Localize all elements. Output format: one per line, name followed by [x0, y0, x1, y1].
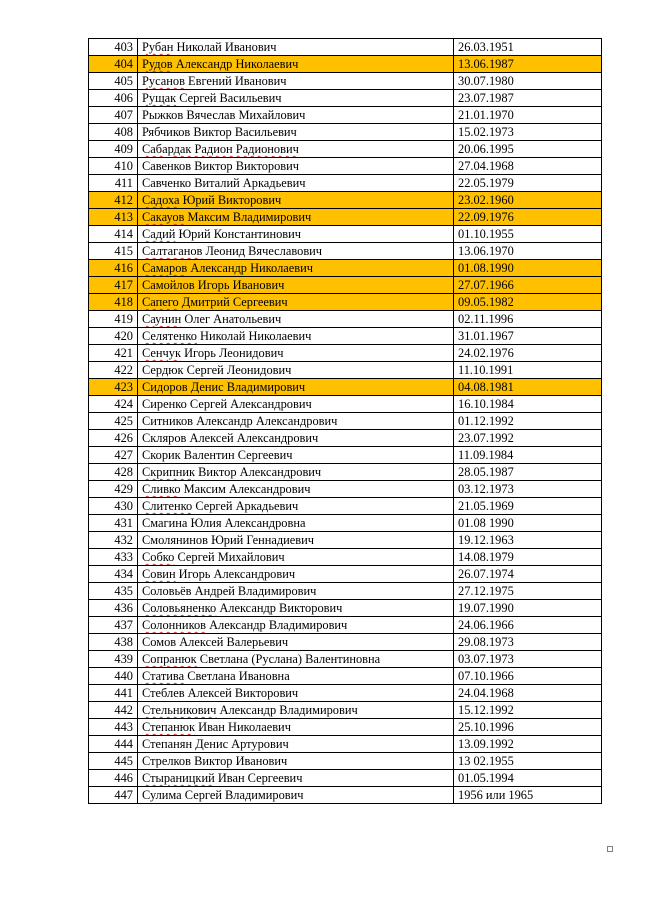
- person-name: [138, 549, 454, 566]
- person-name: [138, 192, 454, 209]
- table-row: [89, 719, 602, 736]
- row-number: 437: [89, 617, 138, 634]
- given-names: Сергей Александрович: [186, 397, 312, 411]
- table-row: [89, 175, 602, 192]
- birth-date: 23.02.1960: [454, 192, 602, 209]
- given-names: Виктор Викторович: [191, 159, 300, 173]
- row-number: 404: [89, 56, 138, 73]
- surname: Садий: [142, 227, 176, 241]
- row-number: 441: [89, 685, 138, 702]
- row-number: 418: [89, 294, 138, 311]
- table-row: [89, 634, 602, 651]
- row-number: 412: [89, 192, 138, 209]
- row-number: 416: [89, 260, 138, 277]
- person-name: [138, 141, 454, 158]
- birth-date: 09.05.1982: [454, 294, 602, 311]
- table-row: [89, 702, 602, 719]
- surname: Соловьёв: [142, 584, 192, 598]
- birth-date: 26.03.1951: [454, 39, 602, 56]
- table-row: [89, 583, 602, 600]
- given-names: Валентин Сергеевич: [180, 448, 293, 462]
- surname: Скрипник: [142, 465, 196, 479]
- row-number: 434: [89, 566, 138, 583]
- person-name: [138, 430, 454, 447]
- person-name: [138, 583, 454, 600]
- table-row: [89, 430, 602, 447]
- surname: Саунин: [142, 312, 182, 326]
- birth-date: 01.10.1955: [454, 226, 602, 243]
- table-row: [89, 736, 602, 753]
- row-number: 440: [89, 668, 138, 685]
- surname: Ситников: [142, 414, 194, 428]
- birth-date: 15.02.1973: [454, 124, 602, 141]
- surname: Селятенко: [142, 329, 197, 343]
- surname: Рыжков: [142, 108, 184, 122]
- person-name: [138, 617, 454, 634]
- surname: Степанян: [142, 737, 193, 751]
- table-row: [89, 277, 602, 294]
- row-number: 426: [89, 430, 138, 447]
- birth-date: 22.09.1976: [454, 209, 602, 226]
- table-row: [89, 600, 602, 617]
- birth-date: 23.07.1992: [454, 430, 602, 447]
- surname: Сиренко: [142, 397, 187, 411]
- given-names: Николай Иванович: [173, 40, 277, 54]
- given-names: Александр Владимирович: [216, 703, 358, 717]
- table-row: [89, 209, 602, 226]
- surname: Стельникович: [142, 703, 217, 717]
- birth-date: 03.12.1973: [454, 481, 602, 498]
- table-row: [89, 413, 602, 430]
- row-number: 403: [89, 39, 138, 56]
- row-number: 431: [89, 515, 138, 532]
- row-number: 414: [89, 226, 138, 243]
- person-name: [138, 685, 454, 702]
- surname: Сердюк: [142, 363, 184, 377]
- table-row: [89, 498, 602, 515]
- person-name: [138, 124, 454, 141]
- row-number: 417: [89, 277, 138, 294]
- table-row: [89, 73, 602, 90]
- birth-date: 19.07.1990: [454, 600, 602, 617]
- table-row: [89, 311, 602, 328]
- person-name: [138, 668, 454, 685]
- table-row: [89, 56, 602, 73]
- table-row: [89, 362, 602, 379]
- birth-date: 01.05.1994: [454, 770, 602, 787]
- row-number: 411: [89, 175, 138, 192]
- table-row: [89, 39, 602, 56]
- person-name: [138, 328, 454, 345]
- given-names: Сергей Владимирович: [181, 788, 304, 802]
- person-name: [138, 396, 454, 413]
- surname: Рябчиков: [142, 125, 191, 139]
- given-names: Николай Николаевич: [196, 329, 312, 343]
- table-row: [89, 243, 602, 260]
- person-name: [138, 209, 454, 226]
- person-name: [138, 107, 454, 124]
- given-names: Сергей Михайлович: [174, 550, 285, 564]
- surname: Сакауов: [142, 210, 185, 224]
- row-number: 406: [89, 90, 138, 107]
- person-name: [138, 634, 454, 651]
- surname: Смолянинов: [142, 533, 208, 547]
- birth-date: 24.04.1968: [454, 685, 602, 702]
- row-number: 422: [89, 362, 138, 379]
- table-row: [89, 294, 602, 311]
- row-number: 427: [89, 447, 138, 464]
- table-row: [89, 396, 602, 413]
- given-names: Дмитрий Сергеевич: [178, 295, 288, 309]
- table-row: [89, 532, 602, 549]
- table-row: [89, 651, 602, 668]
- surname: Сулима: [142, 788, 182, 802]
- given-names: Игорь Леонидович: [181, 346, 284, 360]
- person-name: [138, 753, 454, 770]
- surname: Самаров: [142, 261, 188, 275]
- surname: Сопранюк: [142, 652, 197, 666]
- birth-date: 1956 или 1965: [454, 787, 602, 804]
- person-name: [138, 481, 454, 498]
- row-number: 409: [89, 141, 138, 158]
- person-name: [138, 158, 454, 175]
- person-name: [138, 515, 454, 532]
- person-name: [138, 651, 454, 668]
- row-number: 429: [89, 481, 138, 498]
- birth-date: 24.06.1966: [454, 617, 602, 634]
- person-name: [138, 702, 454, 719]
- surname: Садоха: [142, 193, 180, 207]
- birth-date: 01.08 1990: [454, 515, 602, 532]
- given-names: Александр Александрович: [193, 414, 338, 428]
- person-name: [138, 600, 454, 617]
- birth-date: 21.01.1970: [454, 107, 602, 124]
- person-name: [138, 566, 454, 583]
- table-row: [89, 481, 602, 498]
- table-row: [89, 787, 602, 804]
- table-row: [89, 379, 602, 396]
- surname: Савенков: [142, 159, 192, 173]
- given-names: Александр Владимирович: [206, 618, 348, 632]
- surname: Рущак: [142, 91, 177, 105]
- table-row: [89, 447, 602, 464]
- given-names: Денис Артурович: [192, 737, 289, 751]
- birth-date: 26.07.1974: [454, 566, 602, 583]
- person-name: [138, 73, 454, 90]
- row-number: 443: [89, 719, 138, 736]
- birth-date: 13.06.1970: [454, 243, 602, 260]
- person-name: [138, 787, 454, 804]
- birth-date: 25.10.1996: [454, 719, 602, 736]
- row-number: 432: [89, 532, 138, 549]
- surname: Статива: [142, 669, 185, 683]
- row-number: 446: [89, 770, 138, 787]
- birth-date: 13 02.1955: [454, 753, 602, 770]
- row-number: 415: [89, 243, 138, 260]
- given-names: Сергей Аркадьевич: [192, 499, 299, 513]
- person-name: [138, 345, 454, 362]
- surname: Скляров: [142, 431, 187, 445]
- birth-date: 15.12.1992: [454, 702, 602, 719]
- birth-date: 07.10.1966: [454, 668, 602, 685]
- birth-date: 11.09.1984: [454, 447, 602, 464]
- person-name: [138, 447, 454, 464]
- row-number: 439: [89, 651, 138, 668]
- row-number: 445: [89, 753, 138, 770]
- person-name: [138, 243, 454, 260]
- given-names: Денис Владимирович: [187, 380, 306, 394]
- person-name: [138, 294, 454, 311]
- birth-date: 04.08.1981: [454, 379, 602, 396]
- table-row: [89, 328, 602, 345]
- given-names: Светлана (Руслана) Валентиновна: [196, 652, 381, 666]
- person-name: [138, 464, 454, 481]
- birth-date: 31.01.1967: [454, 328, 602, 345]
- given-names: Светлана Ивановна: [184, 669, 290, 683]
- given-names: Игорь Александрович: [175, 567, 296, 581]
- person-name: [138, 413, 454, 430]
- table-row: [89, 345, 602, 362]
- surname: Сапего: [142, 295, 179, 309]
- given-names: Юлия Александровна: [187, 516, 306, 530]
- given-names: Леонид Вячеславович: [202, 244, 323, 258]
- person-name: [138, 498, 454, 515]
- given-names: Виктор Васильевич: [190, 125, 297, 139]
- given-names: Иван Сергеевич: [214, 771, 303, 785]
- row-number: 405: [89, 73, 138, 90]
- table-row: [89, 685, 602, 702]
- row-number: 408: [89, 124, 138, 141]
- table-row: [89, 770, 602, 787]
- given-names: Андрей Владимирович: [191, 584, 317, 598]
- row-number: 410: [89, 158, 138, 175]
- birth-date: 30.07.1980: [454, 73, 602, 90]
- surname: Сенчук: [142, 346, 181, 360]
- birth-date: 23.07.1987: [454, 90, 602, 107]
- given-names: Юрий Геннадиевич: [207, 533, 314, 547]
- row-number: 435: [89, 583, 138, 600]
- person-name: [138, 532, 454, 549]
- table-row: [89, 260, 602, 277]
- table-row: [89, 549, 602, 566]
- birth-date: 27.07.1966: [454, 277, 602, 294]
- given-names: Олег Анатольевич: [181, 312, 282, 326]
- person-name: [138, 770, 454, 787]
- row-number: 433: [89, 549, 138, 566]
- table-row: [89, 617, 602, 634]
- table-row: [89, 566, 602, 583]
- birth-date: 13.06.1987: [454, 56, 602, 73]
- row-number: 438: [89, 634, 138, 651]
- surname: Соловьяненко: [142, 601, 217, 615]
- person-name: [138, 362, 454, 379]
- given-names: Евгений Иванович: [184, 74, 287, 88]
- table-body: [89, 39, 602, 804]
- birth-date: 27.12.1975: [454, 583, 602, 600]
- birth-date: 24.02.1976: [454, 345, 602, 362]
- row-number: 421: [89, 345, 138, 362]
- birth-date: 28.05.1987: [454, 464, 602, 481]
- surname: Стеблев: [142, 686, 185, 700]
- surname: Сомов: [142, 635, 177, 649]
- given-names: Виктор Александрович: [195, 465, 322, 479]
- surname: Степанюк: [142, 720, 196, 734]
- row-number: 424: [89, 396, 138, 413]
- person-name: [138, 719, 454, 736]
- surname: Русанов: [142, 74, 185, 88]
- given-names: Максим Александрович: [180, 482, 311, 496]
- surname: Рубан: [142, 40, 174, 54]
- surname: Совин: [142, 567, 176, 581]
- birth-date: 14.08.1979: [454, 549, 602, 566]
- person-name: [138, 90, 454, 107]
- surname: Самойлов: [142, 278, 195, 292]
- given-names: Виктор Иванович: [190, 754, 288, 768]
- table-row: [89, 107, 602, 124]
- person-name: [138, 226, 454, 243]
- birth-date: 02.11.1996: [454, 311, 602, 328]
- row-number: 413: [89, 209, 138, 226]
- table-row: [89, 158, 602, 175]
- birth-date: 21.05.1969: [454, 498, 602, 515]
- birth-date: 11.10.1991: [454, 362, 602, 379]
- table-row: [89, 90, 602, 107]
- birth-date: 22.05.1979: [454, 175, 602, 192]
- birth-date: 29.08.1973: [454, 634, 602, 651]
- row-number: 430: [89, 498, 138, 515]
- surname: Стыраницкий: [142, 771, 215, 785]
- table-row: [89, 141, 602, 158]
- table-row: [89, 668, 602, 685]
- given-names: Игорь Иванович: [194, 278, 285, 292]
- table-row: [89, 192, 602, 209]
- row-number: 447: [89, 787, 138, 804]
- person-name: [138, 736, 454, 753]
- birth-date: 01.08.1990: [454, 260, 602, 277]
- person-name: [138, 56, 454, 73]
- given-names: Александр Викторович: [216, 601, 343, 615]
- row-number: 425: [89, 413, 138, 430]
- birth-date: 01.12.1992: [454, 413, 602, 430]
- surname: Скорик: [142, 448, 181, 462]
- row-number: 436: [89, 600, 138, 617]
- given-names: Виталий Аркадьевич: [191, 176, 306, 190]
- row-number: 423: [89, 379, 138, 396]
- surname: Рудов: [142, 57, 173, 71]
- row-number: 444: [89, 736, 138, 753]
- given-names: Вячеслав Михайлович: [183, 108, 306, 122]
- birth-date: 27.04.1968: [454, 158, 602, 175]
- given-names: Александр Николаевич: [187, 261, 313, 275]
- table-row: [89, 464, 602, 481]
- table-resize-handle[interactable]: [607, 846, 613, 852]
- surname: Савченко: [142, 176, 192, 190]
- person-name: [138, 311, 454, 328]
- given-names: Сергей Васильевич: [176, 91, 282, 105]
- person-name: [138, 260, 454, 277]
- surname: Стрелков: [142, 754, 191, 768]
- surname: Сидоров: [142, 380, 188, 394]
- surname: Собко: [142, 550, 175, 564]
- given-names: Александр Николаевич: [172, 57, 299, 71]
- table-row: [89, 226, 602, 243]
- given-names: Алексей Викторович: [184, 686, 299, 700]
- surname: Салтаганов: [142, 244, 203, 258]
- surname: Солонников: [142, 618, 207, 632]
- given-names: Алексей Александрович: [186, 431, 319, 445]
- row-number: 428: [89, 464, 138, 481]
- birth-date: 13.09.1992: [454, 736, 602, 753]
- given-names: Юрий Константинович: [175, 227, 301, 241]
- names-table: [88, 38, 602, 804]
- given-names: Максим Владимирович: [184, 210, 312, 224]
- person-name: [138, 175, 454, 192]
- given-names: Алексей Валерьевич: [176, 635, 289, 649]
- person-name: [138, 39, 454, 56]
- row-number: 407: [89, 107, 138, 124]
- surname: Сливко: [142, 482, 181, 496]
- surname: Слитенко: [142, 499, 193, 513]
- person-name: [138, 379, 454, 396]
- row-number: 420: [89, 328, 138, 345]
- row-number: 419: [89, 311, 138, 328]
- surname: Смагина: [142, 516, 188, 530]
- table-row: [89, 124, 602, 141]
- row-number: 442: [89, 702, 138, 719]
- given-names: Иван Николаевич: [195, 720, 291, 734]
- birth-date: 03.07.1973: [454, 651, 602, 668]
- birth-date: 20.06.1995: [454, 141, 602, 158]
- person-name: [138, 277, 454, 294]
- birth-date: 16.10.1984: [454, 396, 602, 413]
- surname: Сабардак Радион Радионович: [142, 142, 299, 156]
- given-names: Сергей Леонидович: [183, 363, 292, 377]
- given-names: Юрий Викторович: [179, 193, 282, 207]
- table-row: [89, 753, 602, 770]
- birth-date: 19.12.1963: [454, 532, 602, 549]
- table-row: [89, 515, 602, 532]
